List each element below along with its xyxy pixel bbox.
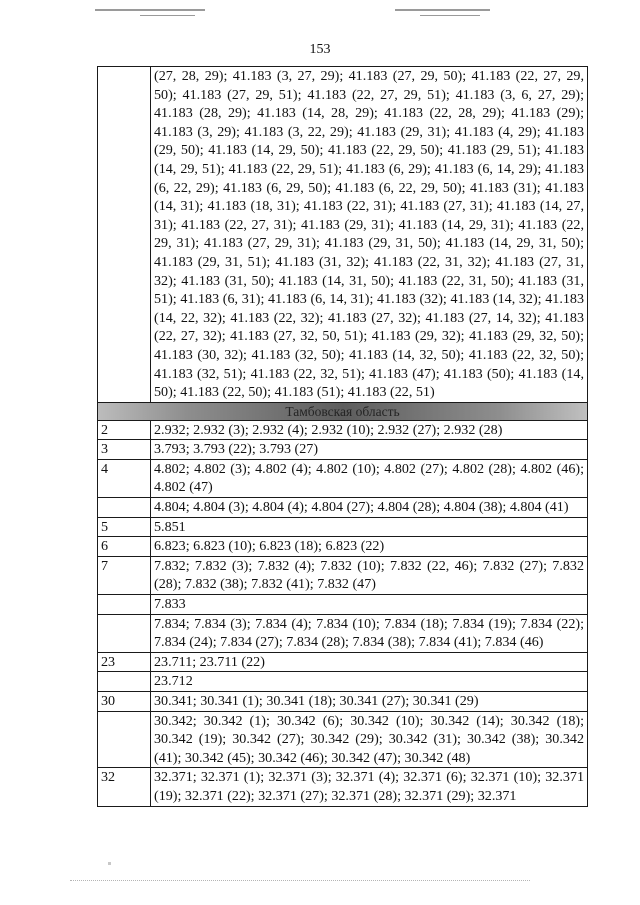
table-row bbox=[98, 652, 588, 672]
scan-artifact-top bbox=[0, 0, 640, 28]
codes-cell: 4.804; 4.804 (3); 4.804 (4); 4.804 (27); 4.804 (28); 4.804 (38); 4.804 (41) bbox=[151, 498, 588, 518]
row-number-cell: 30 bbox=[98, 692, 151, 712]
table-row bbox=[98, 614, 588, 652]
row-number-cell: 4 bbox=[98, 459, 151, 497]
table-row bbox=[98, 692, 588, 712]
scan-speck bbox=[108, 862, 111, 865]
codes-cell: 2.932; 2.932 (3); 2.932 (4); 2.932 (10); 2.932 (27); 2.932 (28) bbox=[151, 420, 588, 440]
row-number-cell bbox=[98, 498, 151, 518]
codes-cell: (27, 28, 29); 41.183 (3, 27, 29); 41.183 (27, 29, 50); 41.183 (22, 27, 29, 50); 41.183 (27, 29, 51); 41.183 (22, 27, 29, 51); 41.183 (3, 6, 27, 29); 41.183 (28, 29); 41.183 (14, 28, 29); 41.183 (22, 28, 29); 41.183 (29); 41.183 (3, 29); 41.183 (3, 22, 29); 41.183 (29, 31); 41.183 (4, 29); 41.183 (29, 50); 41.183 (14, 29, 50); 41.183 (22, 29, 50); 41.183 (29, 51); 41.183 (14, 29, 51); 41.183 (22, 29, 51); 41.183 (6, 29); 41.183 (6, 14, 29); 41.183 (6, 22, 29); 41.183 (6, 29, 50); 41.183 (6, 22, 29, 50); 41.183 (31); 41.183 (14, 31); 41.183 (18, 31); 41.183 (22, 31); 41.183 (27, 31); 41.183 (14, 27, 31); 41.183 (22, 27, 31); 41.183 (29, 31); 41.183 (14, 29, 31); 41.183 (22, 29, 31); 41.183 (27, 29, 31); 41.183 (29, 31, 50); 41.183 (14, 29, 31, 50); 41.183 (29, 31, 51); 41.183 (31, 32); 41.183 (22, 31, 32); 41.183 (27, 31, 32); 41.183 (31, 50); 41.183 (14, 31, 50); 41.183 (22, 31, 50); 41.183 (31, 51); 41.183 (6, 31); 41.183 (6, 14, 31); 41.183 (32); 41.183 (14, 32); 41.183 (14, 22, 32); 41.183 (22, 32); 41.183 (27, 32); 41.183 (27, 14, 32); 41.183 (22, 27, 32); 41.183 (27, 32, 50, 51); 41.183 (29, 32); 41.183 (29, 32, 50); 41.183 (30, 32); 41.183 (32, 50); 41.183 (14, 32, 50); 41.183 (22, 32, 50); 41.183 (32, 51); 41.183 (22, 32, 51); 41.183 (47); 41.183 (50); 41.183 (14, 50); 41.183 (22, 50); 41.183 (51); 41.183 (22, 51) bbox=[151, 67, 588, 403]
table-row bbox=[98, 711, 588, 768]
codes-cell: 7.834; 7.834 (3); 7.834 (4); 7.834 (10); 7.834 (18); 7.834 (19); 7.834 (22); 7.834 (24); 7.834 (27); 7.834 (28); 7.834 (38); 7.834 (41); 7.834 (46) bbox=[151, 614, 588, 652]
row-number-cell bbox=[98, 672, 151, 692]
table-row bbox=[98, 672, 588, 692]
table-row bbox=[98, 517, 588, 537]
row-number-cell: 23 bbox=[98, 652, 151, 672]
codes-cell: 23.712 bbox=[151, 672, 588, 692]
table-row bbox=[98, 420, 588, 440]
row-number-cell bbox=[98, 595, 151, 615]
codes-cell: 6.823; 6.823 (10); 6.823 (18); 6.823 (22) bbox=[151, 537, 588, 557]
codes-cell: 23.711; 23.711 (22) bbox=[151, 652, 588, 672]
codes-cell: 30.342; 30.342 (1); 30.342 (6); 30.342 (10); 30.342 (14); 30.342 (18); 30.342 (19); 30.342 (27); 30.342 (29); 30.342 (31); 30.342 (38); 30.342 (41); 30.342 (45); 30.342 (46); 30.342 (47); 30.342 (48) bbox=[151, 711, 588, 768]
codes-cell: 7.833 bbox=[151, 595, 588, 615]
row-number-cell: 3 bbox=[98, 440, 151, 460]
row-number-cell: 32 bbox=[98, 768, 151, 806]
codes-cell: 3.793; 3.793 (22); 3.793 (27) bbox=[151, 440, 588, 460]
region-name: Тамбовская область bbox=[98, 402, 588, 420]
codes-table bbox=[97, 66, 588, 807]
row-number-cell: 6 bbox=[98, 537, 151, 557]
row-number-cell bbox=[98, 711, 151, 768]
codes-cell: 5.851 bbox=[151, 517, 588, 537]
table-row bbox=[98, 459, 588, 497]
region-header-row bbox=[98, 402, 588, 420]
table-row bbox=[98, 556, 588, 594]
codes-cell: 30.341; 30.341 (1); 30.341 (18); 30.341 (27); 30.341 (29) bbox=[151, 692, 588, 712]
table-row bbox=[98, 537, 588, 557]
row-number-cell bbox=[98, 614, 151, 652]
row-number-cell: 7 bbox=[98, 556, 151, 594]
codes-cell: 32.371; 32.371 (1); 32.371 (3); 32.371 (4); 32.371 (6); 32.371 (10); 32.371 (19); 32.371 (22); 32.371 (27); 32.371 (28); 32.371 (29); 32.371 bbox=[151, 768, 588, 806]
table-row bbox=[98, 595, 588, 615]
row-number-cell: 2 bbox=[98, 420, 151, 440]
row-number-cell bbox=[98, 67, 151, 403]
row-number-cell: 5 bbox=[98, 517, 151, 537]
codes-cell: 4.802; 4.802 (3); 4.802 (4); 4.802 (10); 4.802 (27); 4.802 (28); 4.802 (46); 4.802 (47) bbox=[151, 459, 588, 497]
table-row-continuation bbox=[98, 67, 588, 403]
page-number: 153 bbox=[309, 42, 331, 57]
scan-artifact-bottom bbox=[70, 880, 530, 881]
codes-cell: 7.832; 7.832 (3); 7.832 (4); 7.832 (10); 7.832 (22, 46); 7.832 (27); 7.832 (28); 7.832 (38); 7.832 (41); 7.832 (47) bbox=[151, 556, 588, 594]
table-row bbox=[98, 440, 588, 460]
table-row bbox=[98, 498, 588, 518]
table-row bbox=[98, 768, 588, 806]
